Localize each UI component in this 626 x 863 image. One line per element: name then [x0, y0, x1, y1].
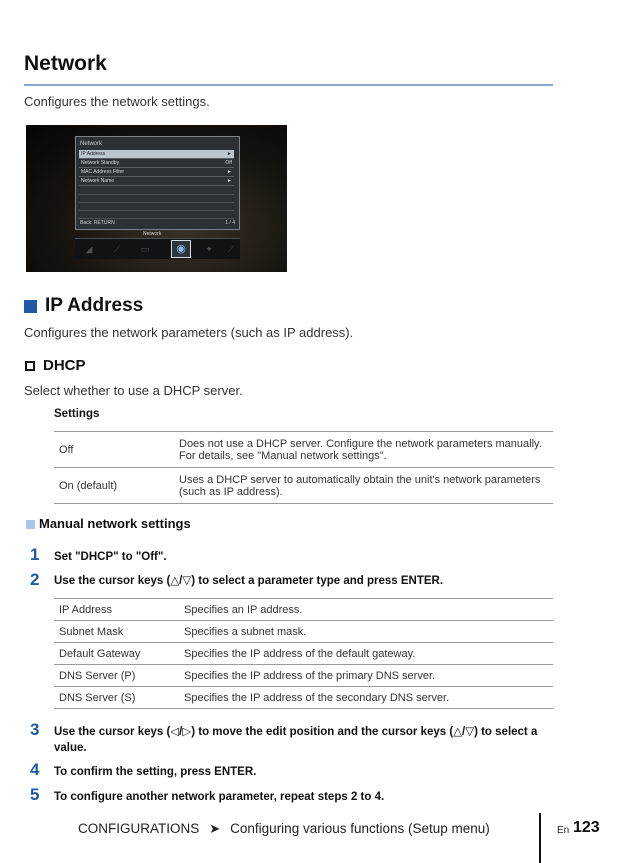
footer-section: CONFIGURATIONS	[78, 821, 200, 836]
step-number: 4	[30, 760, 40, 779]
osd-row-value: Off	[225, 160, 232, 166]
step-text: Use the cursor keys (◁/▷) to move the edit position and the cursor keys (△/▽) to select a value.	[54, 726, 538, 754]
option-name: On (default)	[54, 468, 178, 504]
wrench-icon: ⟋	[113, 244, 121, 254]
title-rule	[24, 84, 553, 86]
manual-heading: Manual network settings	[39, 516, 191, 531]
osd-tab-label: Network	[143, 231, 162, 237]
step-number: 3	[30, 720, 40, 739]
tools-icon: ⟋	[227, 244, 235, 254]
ip-address-heading: IP Address	[45, 295, 144, 316]
option-desc: Does not use a DHCP server. Configure the network parameters manually. For details, see "Manual network settings".	[178, 432, 553, 468]
checkbox-square-icon	[25, 361, 35, 371]
table-row	[54, 687, 553, 709]
osd-row-value: ►	[227, 151, 232, 157]
step-number: 5	[30, 785, 40, 804]
parameter-table	[54, 598, 553, 709]
settings-label: Settings	[54, 408, 100, 420]
section-title: Network	[24, 52, 107, 75]
table-row	[54, 621, 553, 643]
osd-page-indicator: 1 / 4	[225, 220, 235, 226]
osd-row-value: ►	[227, 169, 232, 175]
osd-row-mac-filter	[79, 168, 234, 177]
footer-divider	[539, 813, 541, 863]
osd-title: Network	[80, 141, 103, 147]
osd-row-label: IP Address	[81, 151, 106, 157]
osd-screenshot	[26, 125, 287, 272]
osd-back-hint: Back: RETURN	[80, 220, 115, 226]
param-name: DNS Server (S)	[54, 687, 184, 709]
param-name: IP Address	[54, 599, 184, 621]
table-row	[54, 432, 553, 468]
osd-row-network-standby	[79, 159, 234, 168]
step-text: Use the cursor keys (△/▽) to select a parameter type and press ENTER.	[54, 575, 444, 587]
table-row	[54, 665, 553, 687]
step-text: Set "DHCP" to "Off".	[54, 551, 167, 563]
dhcp-desc: Select whether to use a DHCP server.	[24, 383, 243, 398]
table-row	[54, 599, 553, 621]
heading-square-icon	[24, 300, 37, 313]
param-desc: Specifies the IP address of the primary DNS server.	[184, 665, 553, 687]
osd-row-label: Network Name	[81, 178, 115, 184]
arrow-right-icon: ➤	[209, 821, 221, 836]
osd-menu-panel	[75, 136, 240, 230]
osd-empty-row	[79, 187, 234, 195]
osd-row-ip-address	[79, 150, 234, 159]
subheading-square-icon	[26, 520, 35, 529]
param-name: Default Gateway	[54, 643, 184, 665]
input-icon: ▭	[140, 244, 150, 254]
function-icon: ✦	[205, 244, 213, 254]
param-name: DNS Server (P)	[54, 665, 184, 687]
option-desc: Uses a DHCP server to automatically obtain the unit's network parameters (such as IP address).	[178, 468, 553, 504]
param-desc: Specifies the IP address of the default gateway.	[184, 643, 553, 665]
param-name: Subnet Mask	[54, 621, 184, 643]
step-text: To confirm the setting, press ENTER.	[54, 766, 257, 778]
dhcp-settings-table	[54, 431, 553, 504]
osd-row-value: ►	[227, 178, 232, 184]
osd-row-label: Network Standby	[81, 160, 120, 166]
param-desc: Specifies a subnet mask.	[184, 621, 553, 643]
option-name: Off	[54, 432, 178, 468]
osd-row-label: MAC Address Filter	[81, 169, 125, 175]
table-row	[54, 468, 553, 504]
step-number: 2	[30, 570, 40, 589]
step-text: To configure another network parameter, repeat steps 2 to 4.	[54, 791, 385, 803]
dhcp-heading: DHCP	[43, 357, 86, 374]
param-desc: Specifies the IP address of the secondary DNS server.	[184, 687, 553, 709]
osd-empty-row	[79, 211, 234, 219]
table-row	[54, 643, 553, 665]
speaker-icon: ◢	[85, 244, 93, 254]
param-desc: Specifies an IP address.	[184, 599, 553, 621]
osd-icon-bar	[75, 238, 240, 259]
footer-language: En	[557, 825, 570, 836]
footer-chapter: Configuring various functions (Setup menu)	[230, 821, 490, 836]
section-intro: Configures the network settings.	[24, 94, 210, 109]
osd-empty-row	[79, 195, 234, 203]
osd-row-network-name	[79, 177, 234, 186]
osd-empty-row	[79, 203, 234, 211]
network-globe-icon: ◉	[171, 240, 191, 258]
ip-address-desc: Configures the network parameters (such as IP address).	[24, 325, 354, 340]
page-number: 123	[573, 819, 600, 836]
footer-breadcrumb	[78, 821, 490, 837]
step-number: 1	[30, 545, 40, 564]
